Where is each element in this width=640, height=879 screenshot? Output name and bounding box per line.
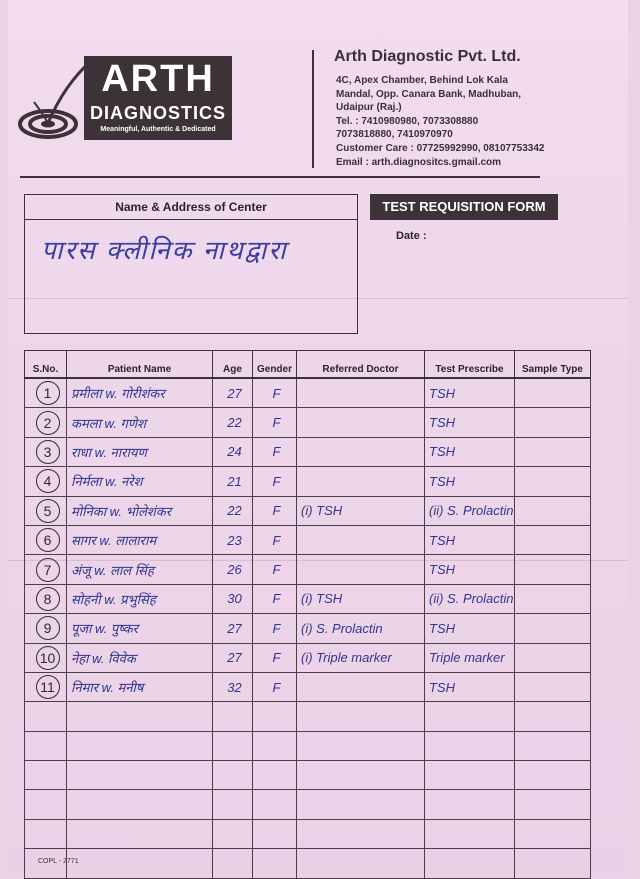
cell-age: 26	[213, 555, 253, 584]
cell-gender: F	[253, 643, 297, 672]
cell-test: (ii) S. Prolactin	[425, 584, 515, 613]
sno-circle: 5	[36, 499, 60, 523]
cell-empty	[213, 849, 253, 878]
cell-empty	[253, 819, 297, 848]
date-label: Date :	[396, 230, 427, 242]
header-referred-doctor: Referred Doctor	[297, 351, 425, 379]
table-row	[25, 584, 591, 613]
cell-sample	[515, 672, 591, 701]
cell-test: TSH	[425, 672, 515, 701]
cell-sno	[25, 525, 67, 554]
sno-circle: 7	[36, 558, 60, 582]
cell-empty	[213, 731, 253, 760]
table-row	[25, 437, 591, 466]
cell-gender: F	[253, 378, 297, 408]
cell-empty	[67, 819, 213, 848]
cell-doctor	[297, 408, 425, 437]
cell-sample	[515, 378, 591, 408]
cell-age: 22	[213, 408, 253, 437]
cell-empty	[515, 702, 591, 731]
logo	[84, 56, 232, 140]
cell-gender: F	[253, 408, 297, 437]
table-row	[25, 467, 591, 496]
table-row	[25, 614, 591, 643]
cell-name: पूजा w. पुष्कर	[67, 614, 213, 643]
table-row	[25, 525, 591, 554]
sno-circle: 8	[36, 587, 60, 611]
cell-empty	[253, 761, 297, 790]
address-line: Mandal, Opp. Canara Bank, Madhuban,	[336, 88, 522, 100]
form-code: COPL - 2771	[38, 858, 79, 865]
cell-sno	[25, 408, 67, 437]
form-title: TEST REQUISITION FORM	[370, 194, 558, 220]
cell-empty	[25, 790, 67, 819]
cell-age: 27	[213, 614, 253, 643]
cell-name: सोहनी w. प्रभुसिंह	[67, 584, 213, 613]
cell-name: राधा w. नारायण	[67, 437, 213, 466]
cell-empty	[67, 849, 213, 878]
table-body	[25, 378, 591, 878]
logo-word-arth: ARTH	[101, 58, 215, 100]
cell-empty	[297, 790, 425, 819]
header-age: Age	[213, 351, 253, 379]
company-name: Arth Diagnostic Pvt. Ltd.	[334, 48, 521, 65]
table-row	[25, 672, 591, 701]
cell-age: 27	[213, 378, 253, 408]
cell-age: 23	[213, 525, 253, 554]
header-sno: S.No.	[25, 351, 67, 379]
header-gender: Gender	[253, 351, 297, 379]
table-row-empty	[25, 819, 591, 848]
cell-sample	[515, 555, 591, 584]
cell-empty	[25, 761, 67, 790]
sno-circle: 2	[36, 411, 60, 435]
cell-empty	[297, 819, 425, 848]
cell-doctor: (i) TSH	[297, 584, 425, 613]
cell-empty	[67, 761, 213, 790]
cell-name: अंजू w. लाल सिंह	[67, 555, 213, 584]
table-row-empty	[25, 849, 591, 878]
cell-empty	[297, 761, 425, 790]
cell-name: मोनिका w. भोलेशंकर	[67, 496, 213, 525]
cell-test: TSH	[425, 408, 515, 437]
cell-doctor: (i) TSH	[297, 496, 425, 525]
cell-empty	[213, 819, 253, 848]
table-row-empty	[25, 761, 591, 790]
cell-doctor	[297, 525, 425, 554]
cell-sno	[25, 672, 67, 701]
cell-gender: F	[253, 525, 297, 554]
cell-empty	[515, 849, 591, 878]
table-row	[25, 643, 591, 672]
header-sample-type: Sample Type	[515, 351, 591, 379]
cell-age: 32	[213, 672, 253, 701]
cell-age: 24	[213, 437, 253, 466]
cell-gender: F	[253, 496, 297, 525]
cell-empty	[253, 849, 297, 878]
cell-empty	[67, 790, 213, 819]
cell-sample	[515, 437, 591, 466]
header-patient-name: Patient Name	[67, 351, 213, 379]
header-divider	[312, 50, 314, 168]
cell-empty	[515, 790, 591, 819]
cell-empty	[67, 731, 213, 760]
address-phone: Tel. : 7410980980, 7073308880	[336, 115, 479, 127]
cell-sno	[25, 614, 67, 643]
cell-empty	[297, 731, 425, 760]
cell-empty	[213, 761, 253, 790]
cell-gender: F	[253, 467, 297, 496]
table-header-row	[25, 351, 591, 379]
cell-empty	[213, 702, 253, 731]
cell-empty	[425, 731, 515, 760]
cell-gender: F	[253, 672, 297, 701]
cell-name: नेहा w. विवेक	[67, 643, 213, 672]
sno-circle: 4	[36, 469, 60, 493]
table-row-empty	[25, 790, 591, 819]
cell-sample	[515, 408, 591, 437]
cell-doctor	[297, 378, 425, 408]
cell-sample	[515, 496, 591, 525]
cell-sno	[25, 496, 67, 525]
logo-tagline: Meaningful, Authentic & Dedicated	[100, 126, 216, 133]
cell-sno	[25, 584, 67, 613]
cell-test: TSH	[425, 378, 515, 408]
cell-age: 21	[213, 467, 253, 496]
table-row	[25, 408, 591, 437]
cell-empty	[253, 731, 297, 760]
cell-doctor	[297, 437, 425, 466]
cell-empty	[25, 702, 67, 731]
cell-empty	[425, 761, 515, 790]
sno-circle: 10	[36, 646, 60, 670]
cell-age: 27	[213, 643, 253, 672]
cell-doctor	[297, 672, 425, 701]
table-row	[25, 555, 591, 584]
cell-empty	[25, 731, 67, 760]
cell-doctor: (i) Triple marker	[297, 643, 425, 672]
cell-age: 30	[213, 584, 253, 613]
cell-sample	[515, 643, 591, 672]
cell-sample	[515, 614, 591, 643]
cell-empty	[425, 849, 515, 878]
cell-name: प्रमीला w. गोरीशंकर	[67, 378, 213, 408]
cell-name: निमार w. मनीष	[67, 672, 213, 701]
cell-name: सागर w. लालाराम	[67, 525, 213, 554]
cell-gender: F	[253, 584, 297, 613]
cell-empty	[515, 761, 591, 790]
cell-empty	[425, 819, 515, 848]
cell-empty	[297, 702, 425, 731]
table-row	[25, 378, 591, 408]
header-test-prescribe: Test Prescribe	[425, 351, 515, 379]
cell-doctor	[297, 555, 425, 584]
cell-empty	[425, 790, 515, 819]
cell-test: TSH	[425, 467, 515, 496]
cell-test: TSH	[425, 525, 515, 554]
cell-sample	[515, 467, 591, 496]
sno-circle: 6	[36, 528, 60, 552]
cell-doctor	[297, 467, 425, 496]
cell-sno	[25, 437, 67, 466]
target-logo-icon	[16, 60, 94, 142]
cell-sno	[25, 555, 67, 584]
cell-empty	[67, 702, 213, 731]
cell-name: कमला w. गणेश	[67, 408, 213, 437]
sno-circle: 11	[36, 675, 60, 699]
sno-circle: 3	[36, 440, 60, 464]
address-customer-care: Customer Care : 07725992990, 08107753342	[336, 142, 545, 154]
cell-doctor: (i) S. Prolactin	[297, 614, 425, 643]
patient-table	[24, 350, 591, 879]
sno-circle: 9	[36, 616, 60, 640]
cell-sno	[25, 378, 67, 408]
address-phone: 7073818880, 7410970970	[336, 129, 453, 141]
cell-test: Triple marker	[425, 643, 515, 672]
table-row-empty	[25, 702, 591, 731]
cell-test: TSH	[425, 614, 515, 643]
cell-sample	[515, 525, 591, 554]
address-line: 4C, Apex Chamber, Behind Lok Kala	[336, 75, 508, 86]
cell-gender: F	[253, 614, 297, 643]
sno-circle: 1	[36, 381, 60, 405]
cell-empty	[253, 702, 297, 731]
address-email: Email : arth.diagnositcs.gmail.com	[336, 156, 502, 168]
table-row	[25, 496, 591, 525]
address-line: Udaipur (Raj.)	[336, 102, 402, 114]
cell-gender: F	[253, 555, 297, 584]
cell-sample	[515, 584, 591, 613]
cell-empty	[515, 819, 591, 848]
cell-gender: F	[253, 437, 297, 466]
logo-word-diagnostics: DIAGNOSTICS	[89, 103, 226, 123]
cell-empty	[253, 790, 297, 819]
center-box	[24, 194, 358, 334]
header-rule	[20, 176, 540, 178]
cell-empty	[425, 702, 515, 731]
cell-sno	[25, 643, 67, 672]
cell-sno	[25, 467, 67, 496]
cell-age: 22	[213, 496, 253, 525]
cell-test: TSH	[425, 437, 515, 466]
cell-empty	[297, 849, 425, 878]
cell-empty	[25, 819, 67, 848]
cell-empty	[515, 731, 591, 760]
cell-empty	[213, 790, 253, 819]
center-handwritten-name: पारस क्लीनिक नाथद्वारा	[41, 235, 288, 265]
cell-test: (ii) S. Prolactin	[425, 496, 515, 525]
company-address	[336, 74, 545, 169]
cell-test: TSH	[425, 555, 515, 584]
table-row-empty	[25, 731, 591, 760]
cell-name: निर्मला w. नरेश	[67, 467, 213, 496]
center-heading: Name & Address of Center	[25, 195, 357, 220]
